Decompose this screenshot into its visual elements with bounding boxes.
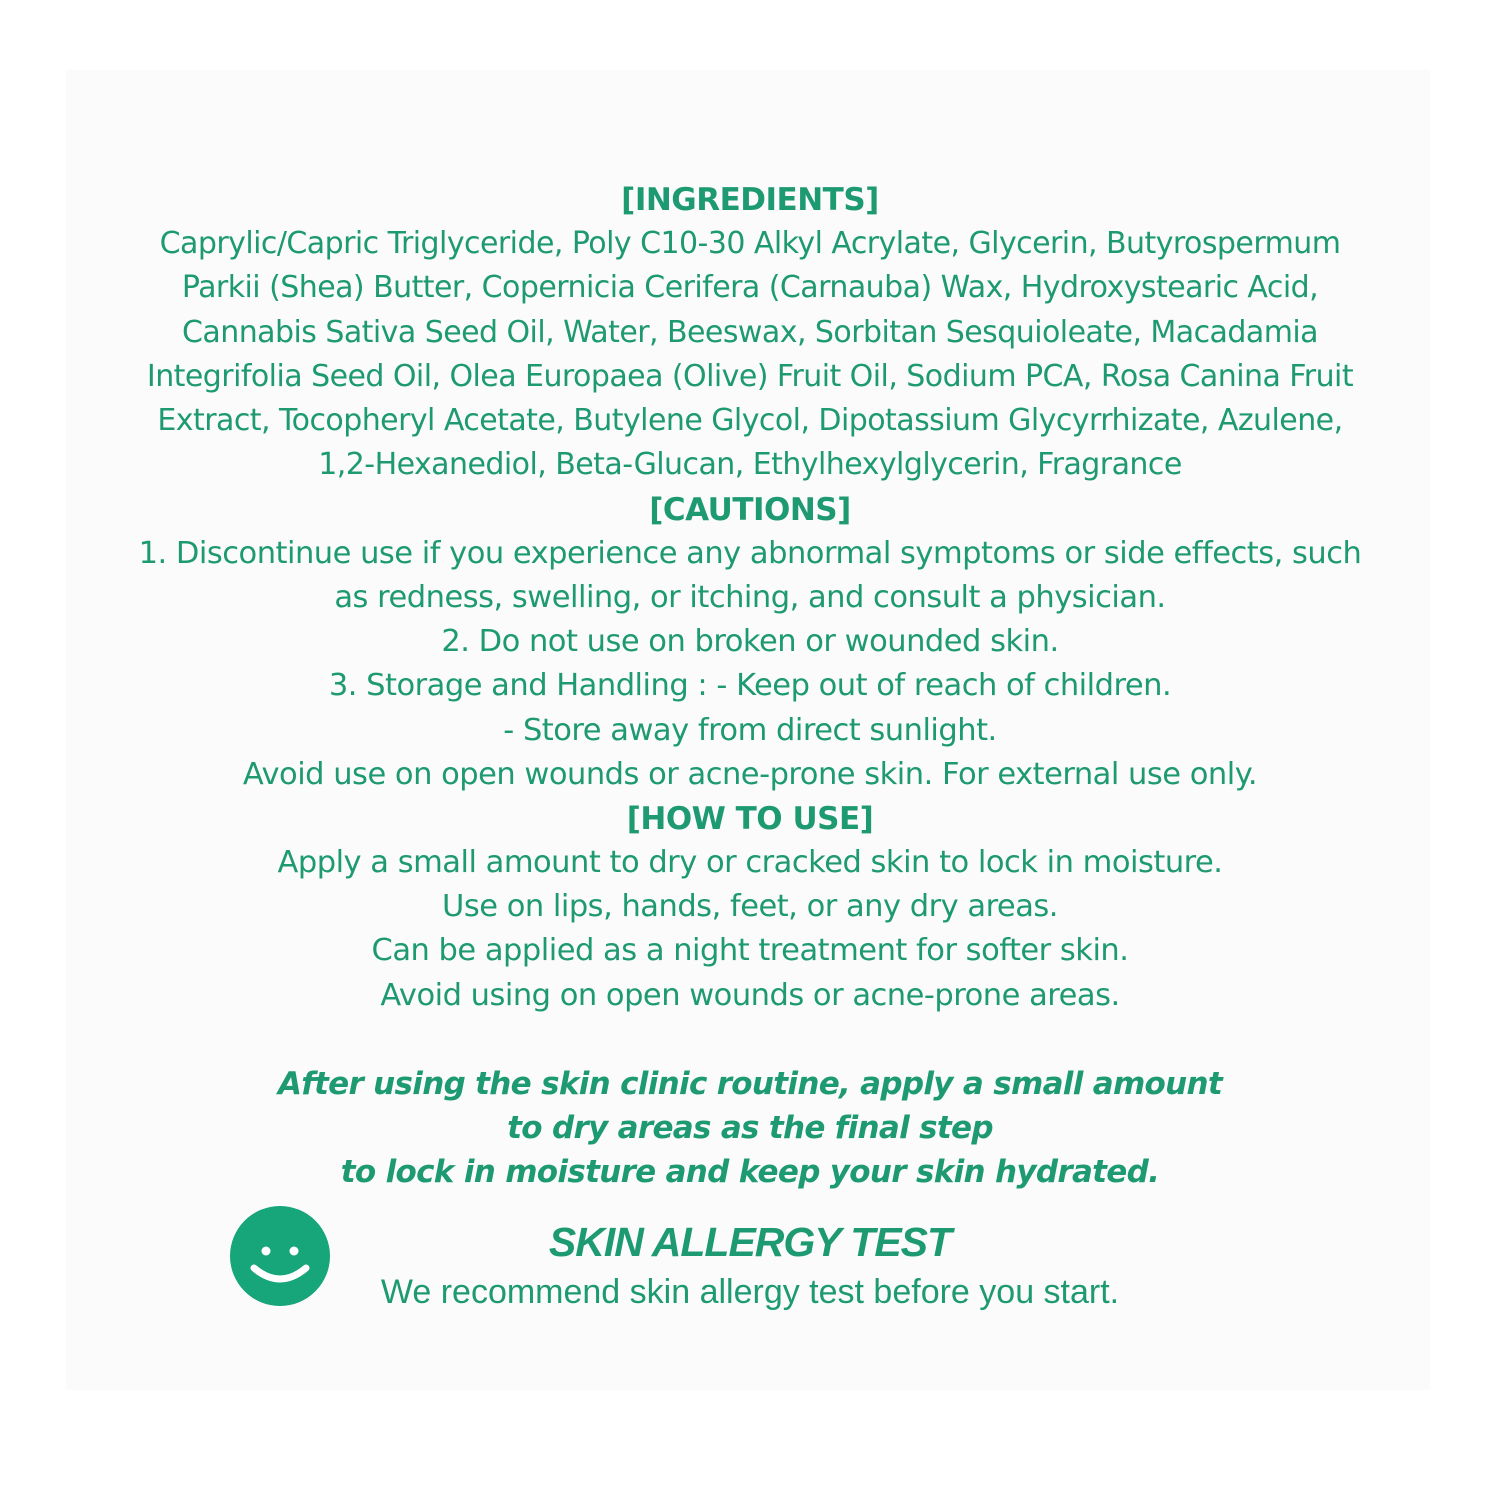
cautions-heading: [CAUTIONS] [649,491,851,528]
how-to-use-list [0,841,1500,1018]
how-to-use-line: Apply a small amount to dry or cracked skin to lock in moisture. [277,845,1223,880]
routine-note-line: After using the skin clinic routine, apply a small amount [277,1065,1223,1102]
how-to-use-line: Avoid using on open wounds or acne-prone areas. [380,977,1120,1013]
caution-line: Avoid use on open wounds or acne-prone skin. For external use only. [242,756,1258,792]
ingredients-line: Extract, Tocopheryl Acetate, Butylene Glycol, Dipotassium Glycyrrhizate, Azulene, [157,403,1343,439]
ingredients-line: Cannabis Sativa Seed Oil, Water, Beeswax, Sorbitan Sesquioleate, Macadamia [182,314,1318,350]
ingredients-line: Integrifolia Seed Oil, Olea Europaea (Olive) Fruit Oil, Sodium PCA, Rosa Canina Fruit [146,358,1354,394]
how-to-use-line: Can be applied as a night treatment for softer skin. [371,933,1129,969]
ingredients-line: Caprylic/Capric Triglyceride, Poly C10-30 Alkyl Acrylate, Glycerin, Butyrospermum [159,226,1341,261]
cautions-list [0,532,1500,797]
label-content [0,178,1500,1195]
caution-line: - Store away from direct sunlight. [503,712,997,748]
how-to-use-heading: [HOW TO USE] [626,801,874,837]
caution-line: 2. Do not use on broken or wounded skin. [441,624,1059,660]
caution-line: as redness, swelling, or itching, and consult a physician. [334,579,1166,615]
ingredients-line: Parkii (Shea) Butter, Copernicia Cerifera (Carnauba) Wax, Hydroxystearic Acid, [181,270,1319,306]
allergy-test-text: We recommend skin allergy test before you start. [380,1273,1120,1311]
allergy-test-title: SKIN ALLERGY TEST [548,1219,952,1265]
routine-note-line: to dry areas as the final step [507,1110,993,1147]
how-to-use-line: Use on lips, hands, feet, or any dry areas. [442,889,1058,925]
allergy-test-section [0,1210,1500,1320]
ingredients-heading: [INGREDIENTS] [621,182,879,218]
caution-line: 3. Storage and Handling : - Keep out of reach of children. [328,668,1172,704]
routine-note-line: to lock in moisture and keep your skin hydrated. [340,1154,1160,1191]
caution-line: 1. Discontinue use if you experience any abnormal symptoms or side effects, such [138,535,1362,571]
routine-note [0,1062,1500,1195]
ingredients-list [60,222,1440,488]
ingredients-line: 1,2-Hexanediol, Beta-Glucan, Ethylhexylglycerin, Fragrance [318,447,1182,483]
